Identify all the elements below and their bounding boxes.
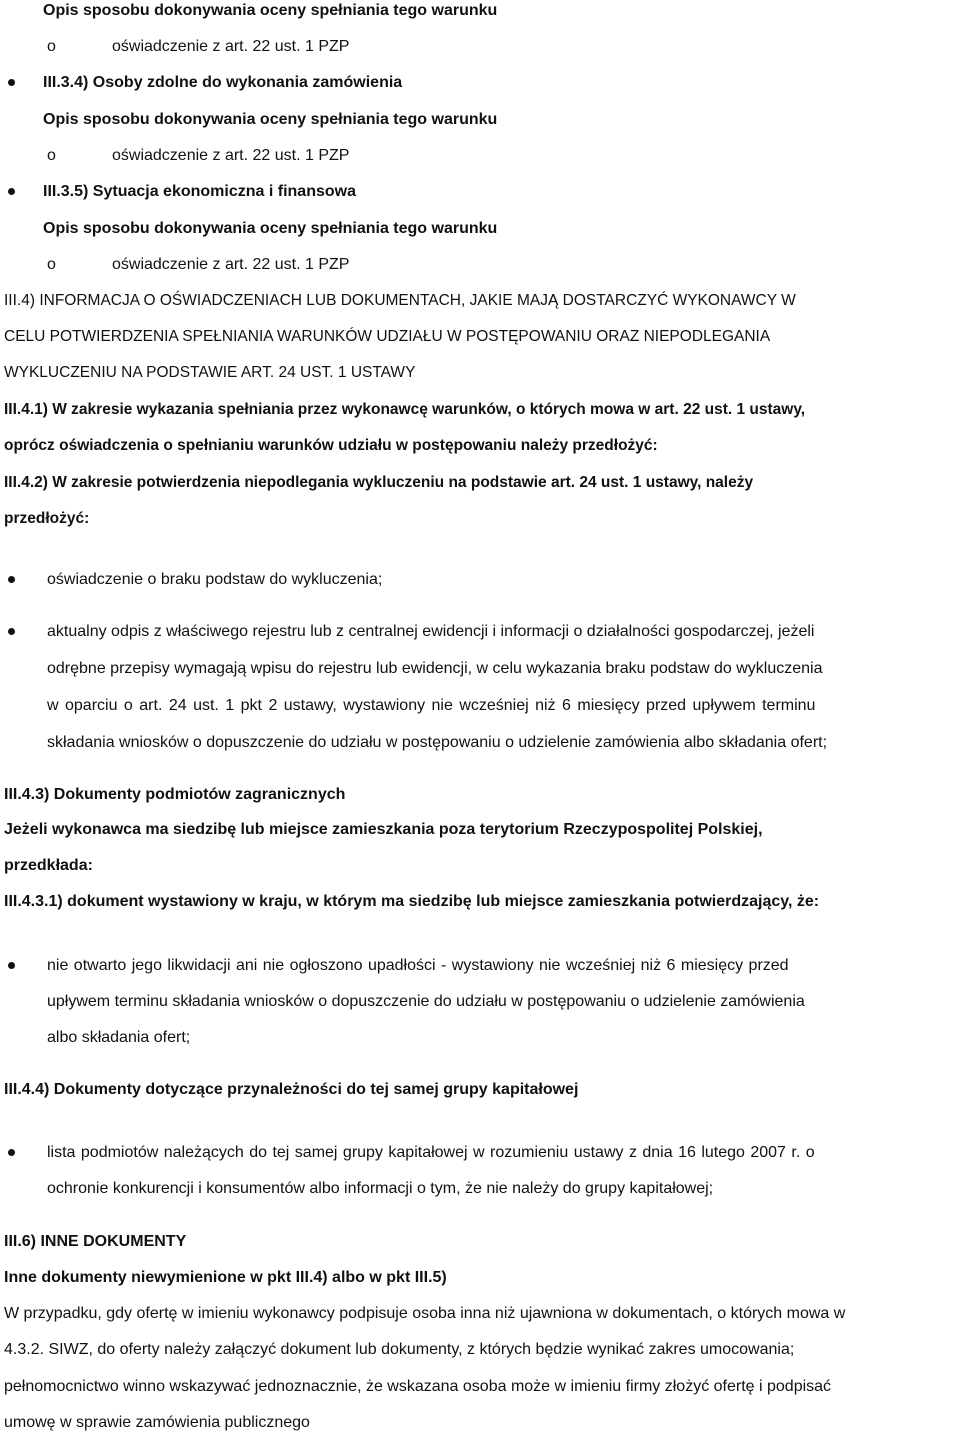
list-item-line: odrębne przepisy wymagają wpisu do rejestru lub ewidencji, w celu wykazania braku podstaw do wykluczenia — [47, 660, 823, 677]
subsection-title: III.4.4) Dokumenty dotyczące przynależności do tej samej grupy kapitałowej — [4, 1081, 579, 1098]
bullet-icon — [8, 628, 15, 635]
subsection-title: III.4.3) Dokumenty podmiotów zagranicznych — [4, 786, 346, 803]
subsection-title: III.4.1) W zakresie wykazania spełniania przez wykonawcę warunków, o których mowa w art. 22 ust. 1 ustawy, — [4, 401, 806, 418]
section-subtitle: Inne dokumenty niewymienione w pkt III.4) albo w pkt III.5) — [4, 1269, 447, 1286]
paragraph-line: W przypadku, gdy ofertę w imieniu wykonawcy podpisuje osoba inna niż ujawniona w dokumentach, o których mowa w — [4, 1305, 846, 1322]
paragraph-line: Jeżeli wykonawca ma siedzibę lub miejsce zamieszkania poza terytorium Rzeczypospolitej Polskiej, — [4, 821, 763, 838]
list-item-line: nie otwarto jego likwidacji ani nie ogłoszono upadłości - wystawiony nie wcześniej niż 6 miesięcy przed — [47, 957, 789, 974]
criteria-intro: Opis sposobu dokonywania oceny spełniania tego warunku — [43, 111, 498, 128]
paragraph-line: 4.3.2. SIWZ, do oferty należy załączyć dokument lub dokumenty, z których będzie wynikać zakres umocowania; — [4, 1341, 795, 1358]
bullet-icon — [8, 188, 15, 195]
section-title: III.3.4) Osoby zdolne do wykonania zamówienia — [43, 74, 403, 91]
list-item-line: albo składania ofert; — [47, 1029, 191, 1046]
section-title: III.6) INNE DOKUMENTY — [4, 1233, 187, 1250]
statement-pzp: oświadczenie z art. 22 ust. 1 PZP — [112, 147, 350, 164]
bullet-icon — [8, 576, 15, 583]
subsection-title: III.4.2) W zakresie potwierdzenia niepodlegania wykluczeniu na podstawie art. 24 ust. 1 ustawy, należy — [4, 474, 754, 491]
list-item: oświadczenie o braku podstaw do wykluczenia; — [47, 571, 383, 588]
list-item-line: składania wniosków o dopuszczenie do udziału w postępowaniu o udzielenie zamówienia albo składania ofert; — [47, 734, 828, 751]
paragraph-line: przedkłada: — [4, 857, 93, 874]
statement-pzp: oświadczenie z art. 22 ust. 1 PZP — [112, 38, 350, 55]
list-item-line: w oparciu o art. 24 ust. 1 pkt 2 ustawy, wystawiony nie wcześniej niż 6 miesięcy przed upływem terminu — [47, 697, 816, 714]
sub-marker: o — [47, 147, 56, 164]
bullet-icon — [8, 1149, 15, 1156]
paragraph-line: umowę w sprawie zamówienia publicznego — [4, 1414, 310, 1431]
list-item-line: ochronie konkurencji i konsumentów albo informacji o tym, że nie należy do grupy kapitałowej; — [47, 1180, 714, 1197]
sub-marker: o — [47, 256, 56, 273]
subsection-title: III.4.3.1) dokument wystawiony w kraju, w którym ma siedzibę lub miejsce zamieszkania potwierdzający, że: — [4, 893, 820, 910]
list-item-line: upływem terminu składania wniosków o dopuszczenie do udziału w postępowaniu o udzielenie zamówienia — [47, 993, 805, 1010]
section-heading-line: CELU POTWIERDZENIA SPEŁNIANIA WARUNKÓW UDZIAŁU W POSTĘPOWANIU ORAZ NIEPODLEGANIA — [4, 328, 771, 345]
bullet-icon — [8, 79, 15, 86]
criteria-intro: Opis sposobu dokonywania oceny spełniania tego warunku — [43, 2, 498, 19]
list-item-line: aktualny odpis z właściwego rejestru lub z centralnej ewidencji i informacji o działalności gospodarczej, jeżeli — [47, 623, 815, 640]
statement-pzp: oświadczenie z art. 22 ust. 1 PZP — [112, 256, 350, 273]
sub-marker: o — [47, 38, 56, 55]
list-item-line: lista podmiotów należących do tej samej grupy kapitałowej w rozumieniu ustawy z dnia 16 lutego 2007 r. o — [47, 1144, 815, 1161]
subsection-title: przedłożyć: — [4, 510, 90, 527]
section-title: III.3.5) Sytuacja ekonomiczna i finansowa — [43, 183, 356, 200]
criteria-intro: Opis sposobu dokonywania oceny spełniania tego warunku — [43, 220, 498, 237]
section-heading-line: WYKLUCZENIU NA PODSTAWIE ART. 24 UST. 1 USTAWY — [4, 364, 416, 381]
subsection-title: oprócz oświadczenia o spełnianiu warunków udziału w postępowaniu należy przedłożyć: — [4, 437, 658, 454]
bullet-icon — [8, 962, 15, 969]
section-heading-line: III.4) INFORMACJA O OŚWIADCZENIACH LUB DOKUMENTACH, JAKIE MAJĄ DOSTARCZYĆ WYKONAWCY W — [4, 292, 796, 309]
paragraph-line: pełnomocnictwo winno wskazywać jednoznacznie, że wskazana osoba może w imieniu firmy złożyć ofertę i podpisać — [4, 1378, 832, 1395]
